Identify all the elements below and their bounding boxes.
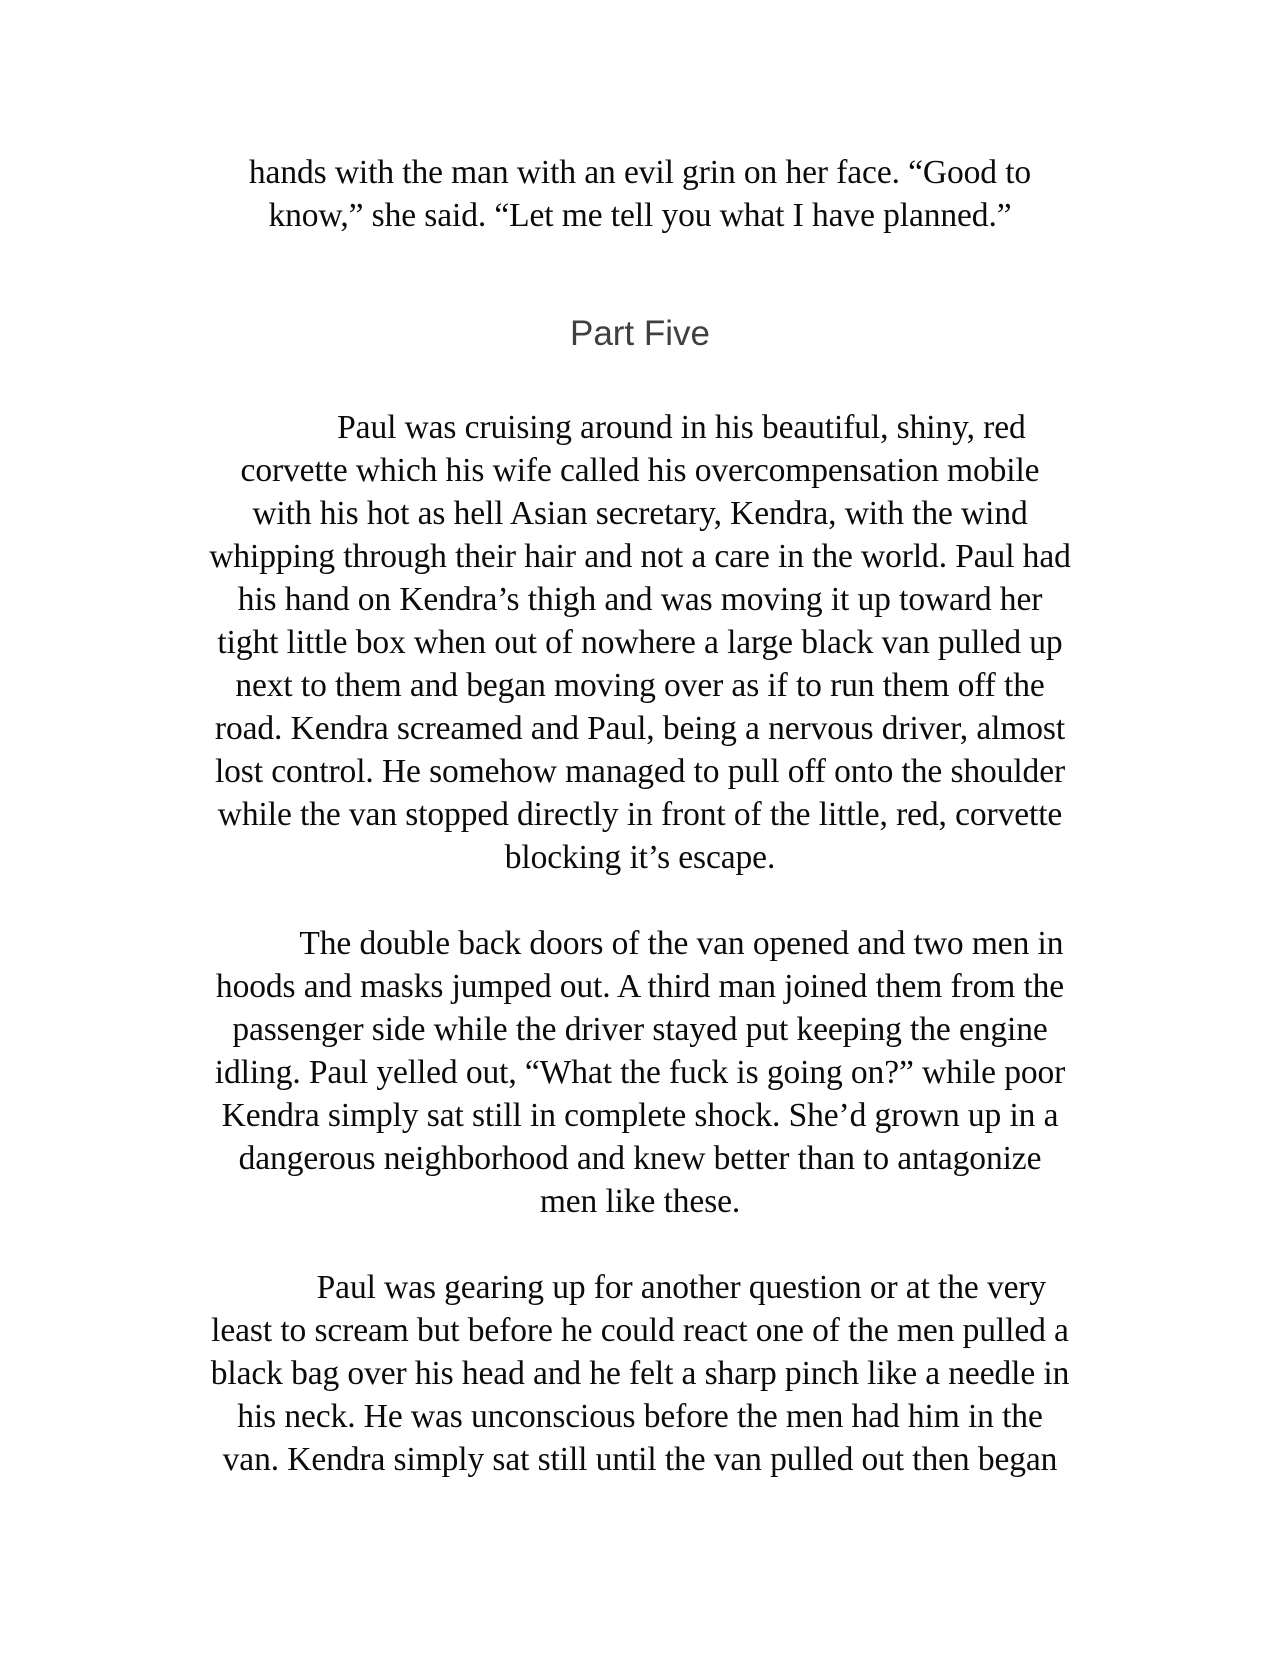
paragraph-1 bbox=[140, 406, 1140, 879]
paragraph-2 bbox=[140, 922, 1140, 1223]
text-line: with his hot as hell Asian secretary, Kendra, with the wind bbox=[252, 495, 1028, 532]
text-line: corvette which his wife called his overcompensation mobile bbox=[240, 452, 1040, 489]
paragraph-3 bbox=[140, 1266, 1140, 1481]
text-line: least to scream but before he could react one of the men pulled a bbox=[211, 1312, 1069, 1349]
text-line: road. Kendra screamed and Paul, being a nervous driver, almost bbox=[214, 710, 1066, 747]
text-line: blocking it’s escape. bbox=[504, 839, 776, 876]
text-line: next to them and began moving over as if to run them off the bbox=[235, 667, 1045, 704]
text-line: passenger side while the driver stayed put keeping the engine bbox=[232, 1011, 1048, 1048]
section-heading: Part Five bbox=[569, 314, 711, 353]
text-line: know,” she said. “Let me tell you what I have planned.” bbox=[268, 197, 1012, 234]
text-line: his hand on Kendra’s thigh and was moving it up toward her bbox=[237, 581, 1043, 618]
text-line: whipping through their hair and not a care in the world. Paul had bbox=[209, 538, 1071, 575]
text-line: hands with the man with an evil grin on her face. “Good to bbox=[248, 154, 1032, 191]
text-line: black bag over his head and he felt a sharp pinch like a needle in bbox=[210, 1355, 1070, 1392]
text-line: tight little box when out of nowhere a large black van pulled up bbox=[217, 624, 1063, 661]
text-line: Paul was cruising around in his beautiful, shiny, red bbox=[254, 409, 1026, 446]
text-line: idling. Paul yelled out, “What the fuck is going on?” while poor bbox=[214, 1054, 1066, 1091]
text-line: men like these. bbox=[539, 1183, 741, 1220]
text-line: hoods and masks jumped out. A third man joined them from the bbox=[215, 968, 1065, 1005]
text-line: van. Kendra simply sat still until the van pulled out then began bbox=[222, 1441, 1058, 1478]
text-line: while the van stopped directly in front of the little, red, corvette bbox=[217, 796, 1063, 833]
text-line: Kendra simply sat still in complete shock. She’d grown up in a bbox=[221, 1097, 1059, 1134]
text-line: his neck. He was unconscious before the men had him in the bbox=[237, 1398, 1043, 1435]
text-line: Paul was gearing up for another question or at the very bbox=[233, 1269, 1047, 1306]
text-line: The double back doors of the van opened and two men in bbox=[216, 925, 1064, 962]
intro-paragraph bbox=[140, 151, 1140, 237]
text-line: lost control. He somehow managed to pull off onto the shoulder bbox=[214, 753, 1066, 790]
text-line: dangerous neighborhood and knew better than to antagonize bbox=[238, 1140, 1042, 1177]
